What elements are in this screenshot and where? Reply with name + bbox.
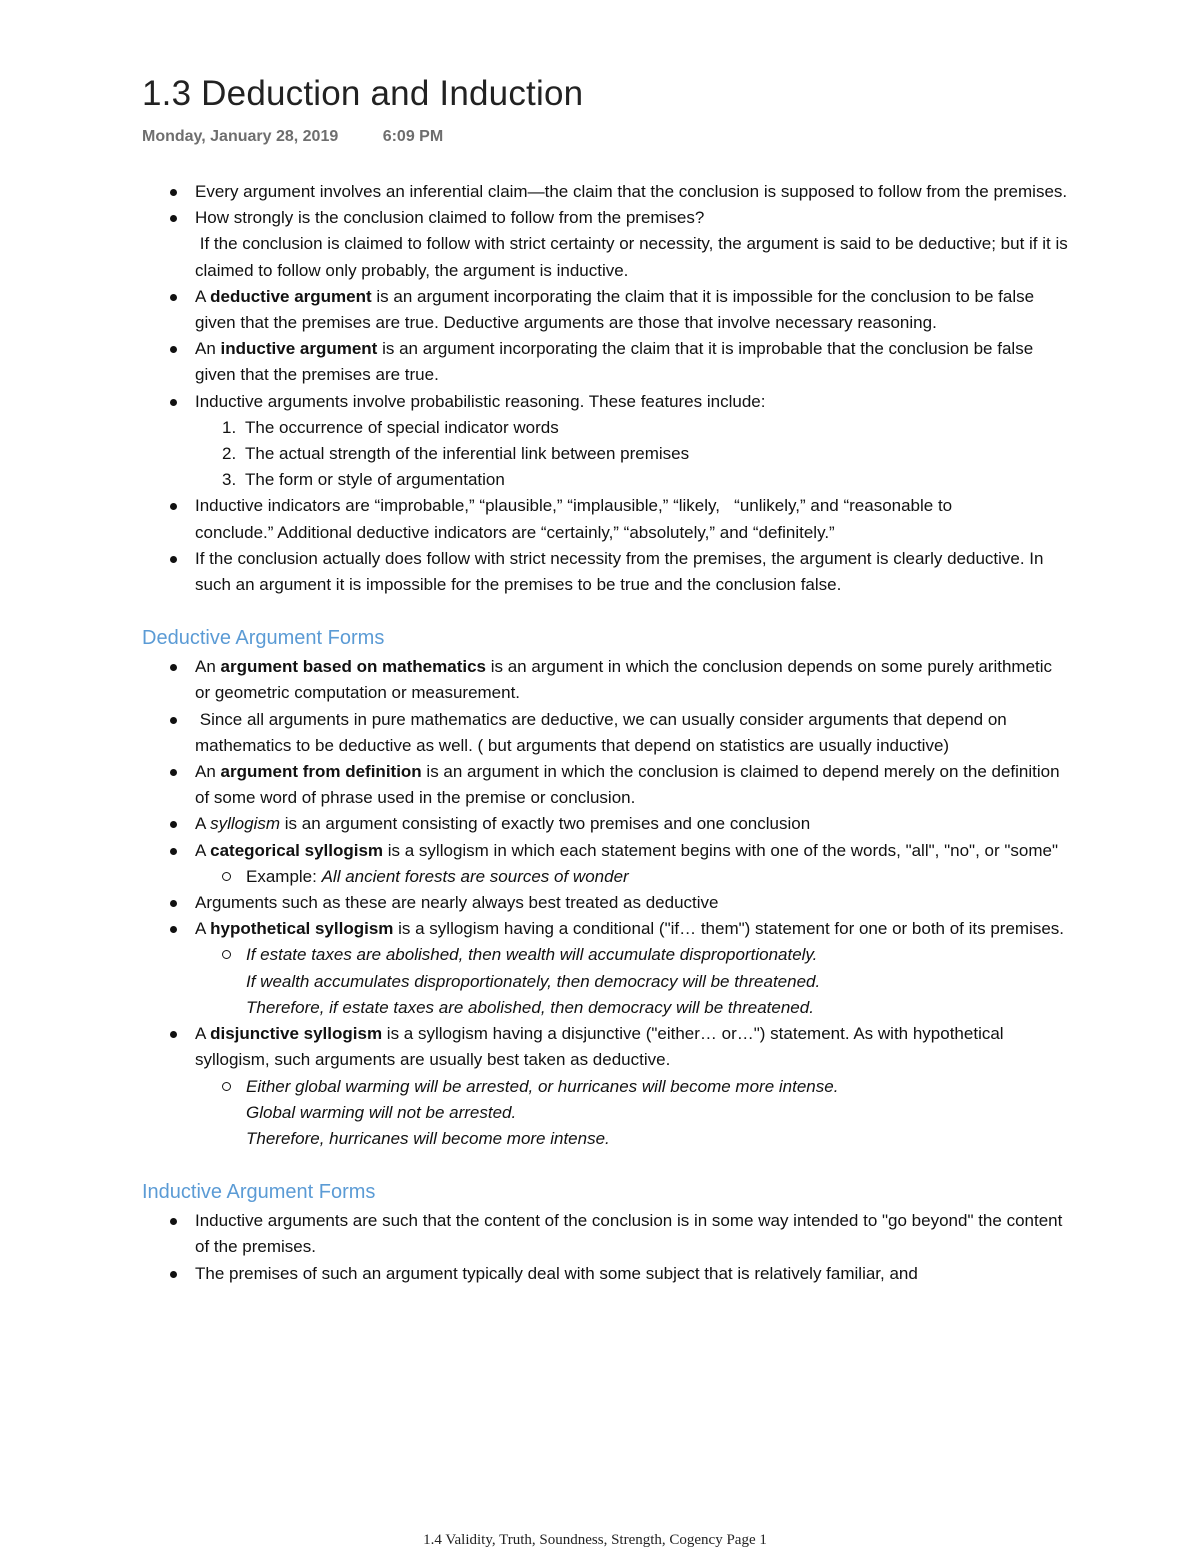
- example-line: If wealth accumulates disproportionately, then democracy will be threatened.: [246, 971, 821, 991]
- sub-list-item: [222, 942, 1070, 1021]
- page-date: Monday, January 28, 2019: [142, 128, 339, 145]
- list-item: [170, 389, 1070, 494]
- example-line: Either global warming will be arrested, or hurricanes will become more intense.: [246, 1076, 839, 1096]
- list-item-text: Inductive indicators are “improbable,” “plausible,” “implausible,” “likely, “unlikely,” and “reasonable to conclude.” Additional deductive indicators are “certainly,” “absolutely,” and “definitely.”: [195, 496, 957, 542]
- list-item: [170, 205, 1073, 284]
- text-run: An: [195, 657, 221, 677]
- term-syllogism: syllogism: [210, 814, 281, 834]
- deductive-list: [170, 654, 1070, 1152]
- term-mathematics: argument based on mathematics: [220, 657, 486, 677]
- list-item-text: If the conclusion is claimed to follow with strict certainty or necessity, the argument is said to be deductive; but if it is claimed to follow only probably, the argument is inductive.: [195, 234, 1073, 280]
- list-item: [170, 336, 1070, 388]
- inductive-list: [170, 1208, 1070, 1287]
- example-list: [222, 1074, 1070, 1153]
- text-run: An: [195, 339, 221, 359]
- list-item: [170, 179, 1070, 205]
- text-run: A: [195, 814, 211, 834]
- list-item-text: Since all arguments in pure mathematics are deductive, we can usually consider arguments that depend on mathematics to be deductive as well. ( but arguments that depend on statistics are usually inductive): [195, 709, 1012, 755]
- numbered-item: 3. The form or style of argumentation: [222, 467, 1070, 493]
- text-run: is an argument in which the conclusion is claimed to depend merely on the definition of some word of phrase used in the premise or conclusion.: [195, 762, 1060, 808]
- term-categorical-syllogism: categorical syllogism: [210, 840, 384, 860]
- section-heading-deductive: Deductive Argument Forms: [142, 627, 385, 650]
- list-item: [170, 654, 1070, 706]
- section-heading-inductive: Inductive Argument Forms: [142, 1181, 376, 1204]
- list-item: [170, 493, 1070, 545]
- list-item: [170, 284, 1070, 336]
- intro-list: [170, 179, 1073, 598]
- features-list: [222, 415, 1070, 494]
- example-line: Therefore, hurricanes will become more intense.: [246, 1128, 610, 1148]
- text-run: A: [195, 840, 211, 860]
- list-item-text: Every argument involves an inferential claim—the claim that the conclusion is supposed to follow from the premises.: [195, 182, 1068, 201]
- list-item: [170, 838, 1070, 890]
- text-run: is an argument incorporating the claim that it is improbable that the conclusion be false given that the premises are true.: [195, 339, 1034, 385]
- page-meta: [142, 128, 443, 146]
- list-item: [170, 1261, 1070, 1287]
- term-deductive-argument: deductive argument: [210, 286, 372, 306]
- example-list: [222, 864, 1070, 890]
- note-content: [142, 179, 1073, 1287]
- text-run: A: [195, 286, 211, 306]
- text-run: Example:: [246, 866, 322, 886]
- list-item: [170, 890, 1070, 916]
- list-item: [170, 1208, 1070, 1260]
- example-line: If estate taxes are abolished, then wealth will accumulate disproportionately.: [246, 945, 818, 965]
- text-run: An: [195, 762, 221, 782]
- text-run: A: [195, 1024, 211, 1044]
- term-inductive-argument: inductive argument: [220, 339, 378, 359]
- text-run: is a syllogism having a conditional ("if… them") statement for one or both of its premises.: [393, 919, 1065, 939]
- page-title: 1.3 Deduction and Induction: [142, 74, 584, 113]
- text-run: is an argument in which the conclusion depends on some purely arithmetic or geometric computation or measurement.: [195, 657, 1053, 703]
- list-item-text: Arguments such as these are nearly always best treated as deductive: [195, 893, 719, 913]
- text-run: A: [195, 919, 211, 939]
- sub-list-item: [222, 864, 1070, 890]
- text-run: is an argument consisting of exactly two premises and one conclusion: [280, 814, 811, 834]
- page-footer: 1.4 Validity, Truth, Soundness, Strength, Cogency Page 1: [423, 1532, 767, 1548]
- list-item: [170, 1021, 1070, 1152]
- list-item: [170, 811, 1070, 837]
- term-hypothetical-syllogism: hypothetical syllogism: [210, 919, 394, 939]
- numbered-item: 2. The actual strength of the inferential link between premises: [222, 441, 1070, 467]
- list-item: [170, 546, 1070, 598]
- text-run: is an argument incorporating the claim that it is impossible for the conclusion to be false given that the premises are true. Deductive arguments are those that involve necessary reasoning.: [195, 286, 1035, 333]
- list-item-text: How strongly is the conclusion claimed to follow from the premises?: [195, 208, 705, 228]
- list-item-text: The premises of such an argument typically deal with some subject that is relatively familiar, and: [195, 1263, 918, 1283]
- list-item: [170, 707, 1070, 759]
- list-item: [170, 759, 1070, 811]
- list-item-text: If the conclusion actually does follow with strict necessity from the premises, the argument is clearly deductive. In such an argument it is impossible for the premises to be true and the conclusion false.: [195, 548, 1044, 595]
- list-item-text: Inductive arguments are such that the content of the conclusion is in some way intended to "go beyond" the content of the premises.: [195, 1211, 1063, 1257]
- term-disjunctive-syllogism: disjunctive syllogism: [210, 1024, 383, 1044]
- text-run: is a syllogism in which each statement begins with one of the words, "all", "no", or "some": [383, 840, 1058, 860]
- example-line: Therefore, if estate taxes are abolished, then democracy will be threatened.: [246, 997, 814, 1017]
- example-text: All ancient forests are sources of wonder: [321, 866, 629, 886]
- numbered-item: 1. The occurrence of special indicator words: [222, 415, 1070, 441]
- list-item-text: Inductive arguments involve probabilistic reasoning. These features include:: [195, 391, 766, 411]
- example-list: [222, 942, 1070, 1021]
- sub-list-item: [222, 1074, 1070, 1153]
- list-item: [170, 916, 1070, 1021]
- text-run: is a syllogism having a disjunctive ("either… or…") statement. As with hypothetical syllogism, such arguments are usually best taken as deductive.: [195, 1024, 1004, 1070]
- example-line: Global warming will not be arrested.: [246, 1102, 517, 1122]
- term-definition: argument from definition: [220, 762, 422, 782]
- page-time: 6:09 PM: [382, 128, 444, 145]
